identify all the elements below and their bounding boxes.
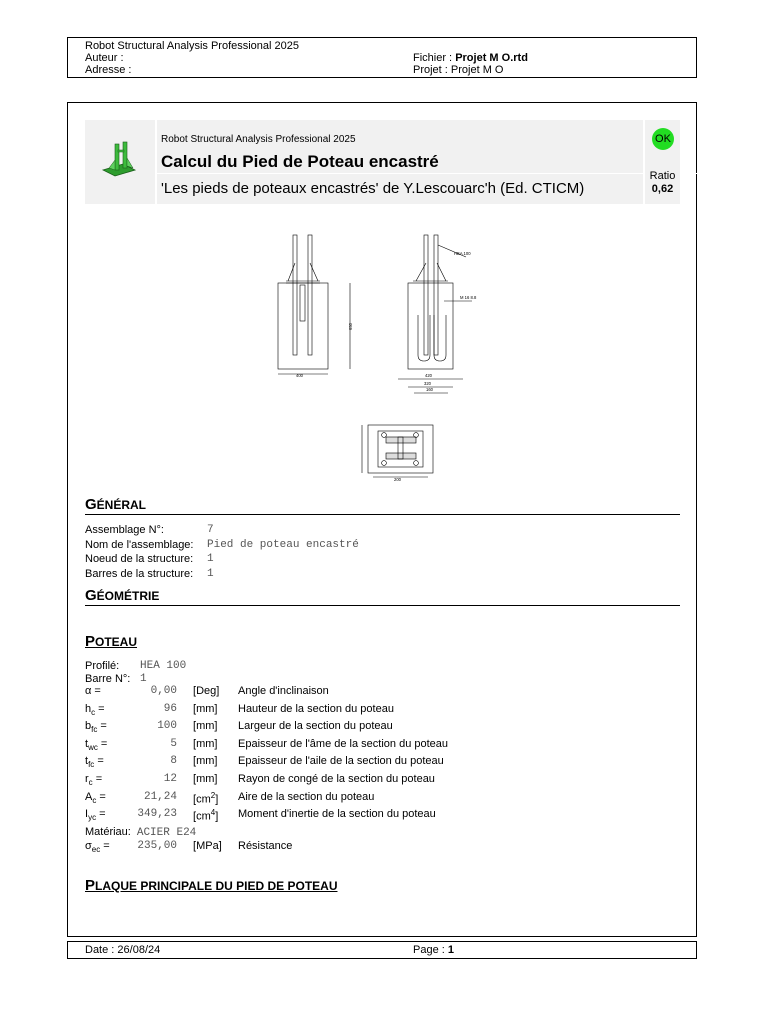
label-bolt: M 16 8.8: [460, 295, 477, 300]
document-header: [67, 37, 697, 78]
report-frame: Robot Structural Analysis Professional 2025 Calcul du Pied de Poteau encastré 'Les pieds de poteaux encastrés' de Y.Lescouarc'h (Ed. CTICM) OK Ratio 0,62 400 650 420 320 160 200 HEA 100 M 16 8.8 GÉNÉRAL Assemblage N°: 7 Nom de l'assemblage: Pied de poteau encastré Noeud de la structure: 1 Barres de la structure: 1 GÉOMÉTRIE POTEAU Profilé: HEA 100 Barre N°: 1 α = 0,00 [Deg] Angle d'inclinaison $h_c$ = 96 [mm] Hauteur de la section du poteau $b_{fc}$ = 100 [mm] Largeur de la section du poteau $t_{wc}$ = 5 [mm] Epaisseur de l'âme de la section du poteau $t_{fc}$ = 8 [mm] Epaisseur de l'aile de la section du poteau $r_c$ = 12 [mm] Rayon de congé de la section du poteau $A_c$ = 21,24 $[cm^2]$ Aire de la section du poteau $I_{yc}$ = 349,23 $[cm^4]$ Moment d'inertie de la section du poteau Matériau: ACIER E24 $\sigma_{ec}$ = 235,00 [MPa] Résistance PLAQUE PRINCIPALE DU PIED DE POTEAU: [67, 102, 697, 937]
banner-divider: [157, 173, 717, 174]
anchor-bolt-left: [300, 285, 305, 321]
dim-650: 650: [348, 323, 353, 330]
ratio-value: 0,62: [651, 183, 674, 195]
header-software: Robot Structural Analysis Professional 2025: [85, 40, 300, 52]
concrete-block-left: [278, 283, 328, 369]
header-author: Auteur :: [85, 52, 124, 64]
header-file-value: Projet M O.rtd: [455, 52, 528, 64]
header-left: [85, 40, 299, 76]
dim-400: 400: [296, 373, 303, 378]
column-flange-left-a: [293, 235, 297, 355]
document-footer: [67, 941, 697, 959]
header-file: [413, 52, 528, 64]
header-address: Adresse :: [85, 64, 132, 76]
ok-status-badge: OK: [652, 128, 674, 150]
column-base-icon: [85, 120, 155, 204]
header-project-value: Projet M O: [450, 64, 504, 76]
banner-software: Robot Structural Analysis Professional 2025: [161, 134, 356, 145]
footer-page: Page : 1: [413, 944, 454, 956]
footer-date: Date : 26/08/24: [85, 944, 161, 956]
column-base-drawing: [258, 215, 508, 487]
title-banner: [85, 120, 680, 204]
section-general-heading: GÉNÉRAL: [85, 496, 680, 515]
dim-200: 200: [394, 477, 401, 482]
header-project: [413, 64, 528, 76]
header-right: [413, 40, 528, 76]
dim-160: 160: [426, 387, 433, 392]
section-poteau-heading: POTEAU: [85, 633, 138, 650]
dim-320: 320: [424, 381, 431, 386]
section-plaque-heading: PLAQUE PRINCIPALE DU PIED DE POTEAU: [85, 877, 338, 894]
banner-main: [157, 120, 643, 204]
ratio-label: Ratio: [649, 170, 676, 182]
column-flange-left-b: [308, 235, 312, 355]
header-project-label: Projet :: [413, 64, 448, 76]
column-web-right-b: [434, 235, 438, 355]
header-file-label: Fichier :: [413, 52, 453, 64]
banner-icon-cell: [85, 120, 155, 204]
banner-reference: 'Les pieds de poteaux encastrés' de Y.Lescouarc'h (Ed. CTICM): [161, 180, 585, 197]
section-geometry-heading: GÉOMÉTRIE: [85, 587, 680, 606]
anchor-hook-2: [434, 315, 446, 361]
banner-status-cell: [645, 120, 680, 204]
label-hea100: HEA 100: [454, 251, 471, 256]
column-web-right: [424, 235, 428, 355]
dim-420: 420: [425, 373, 432, 378]
banner-title: Calcul du Pied de Poteau encastré: [161, 152, 439, 171]
